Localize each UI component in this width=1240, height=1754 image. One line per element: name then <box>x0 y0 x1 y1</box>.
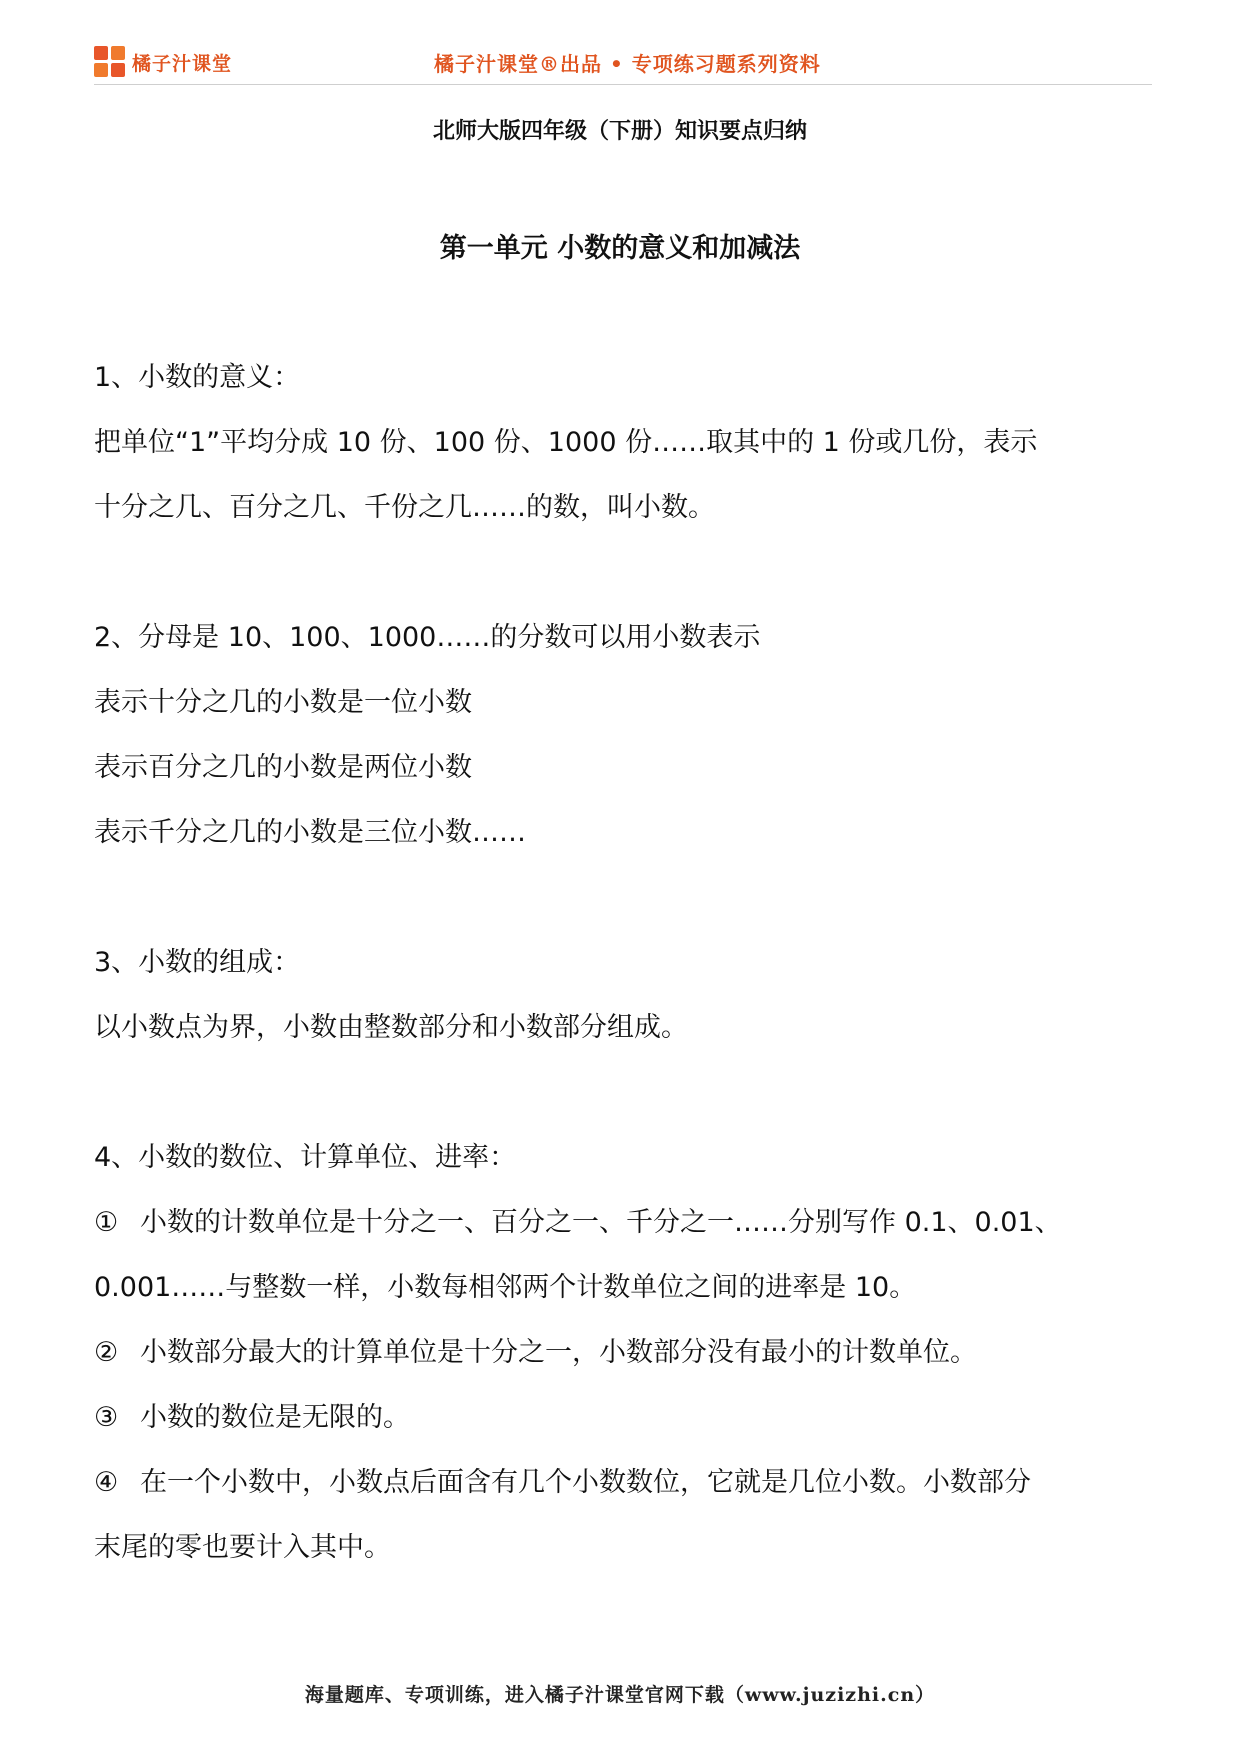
orange-squares-logo-icon <box>94 46 126 78</box>
section-heading: 4、小数的数位、计算单位、进率： <box>94 1142 517 1173</box>
logo-text: 橘子汁课堂 <box>132 52 233 75</box>
section-1 <box>94 345 1154 540</box>
list-item-continuation: 末尾的零也要计入其中。 <box>94 1532 391 1563</box>
section-4 <box>94 1125 1154 1580</box>
section-heading: 3、小数的组成： <box>94 947 301 978</box>
section-2 <box>94 605 1154 865</box>
section-heading: 1、小数的意义： <box>94 362 301 393</box>
list-item <box>94 1320 1154 1385</box>
section-heading: 2、分母是 10、100、1000……的分数可以用小数表示 <box>94 622 761 653</box>
list-item <box>94 1450 1154 1515</box>
list-marker: ② <box>94 1337 119 1368</box>
list-item <box>94 1190 1154 1255</box>
paragraph-line: 表示百分之几的小数是两位小数 <box>94 752 472 783</box>
paragraph-line: 表示千分之几的小数是三位小数…… <box>94 817 526 848</box>
list-marker: ④ <box>94 1467 119 1498</box>
list-item-text: 在一个小数中，小数点后面含有几个小数数位，它就是几位小数。小数部分 <box>140 1467 1031 1498</box>
unit-title: 第一单元 小数的意义和加减法 <box>439 233 801 264</box>
list-item-text: 小数部分最大的计算单位是十分之一，小数部分没有最小的计数单位。 <box>140 1337 977 1368</box>
document-subtitle: 北师大版四年级（下册）知识要点归纳 <box>432 118 807 144</box>
header-title: 橘子汁课堂®出品 • 专项练习题系列资料 <box>434 52 821 76</box>
document-body <box>94 345 1154 1645</box>
page-footer: 海量题库、专项训练，进入橘子汁课堂官网下载（www.juzizhi.cn） <box>304 1684 936 1706</box>
list-item-text: 小数的数位是无限的。 <box>140 1402 410 1433</box>
list-item <box>94 1385 1154 1450</box>
paragraph-line: 以小数点为界，小数由整数部分和小数部分组成。 <box>94 1012 688 1043</box>
paragraph-line: 表示十分之几的小数是一位小数 <box>94 687 472 718</box>
list-item-continuation: 0.001……与整数一样，小数每相邻两个计数单位之间的进率是 10。 <box>94 1272 917 1303</box>
section-3 <box>94 930 1154 1060</box>
paragraph-line: 十分之几、百分之几、千份之几……的数，叫小数。 <box>94 492 715 523</box>
list-marker: ① <box>94 1207 119 1238</box>
list-item-text: 小数的计数单位是十分之一、百分之一、千分之一……分别写作 0.1、0.01、 <box>140 1207 1062 1238</box>
list-marker: ③ <box>94 1402 119 1433</box>
paragraph-line: 把单位“1”平均分成 10 份、100 份、1000 份……取其中的 1 份或几份，表示 <box>94 427 1038 458</box>
page-header <box>94 40 1152 85</box>
brand-logo <box>94 46 232 78</box>
